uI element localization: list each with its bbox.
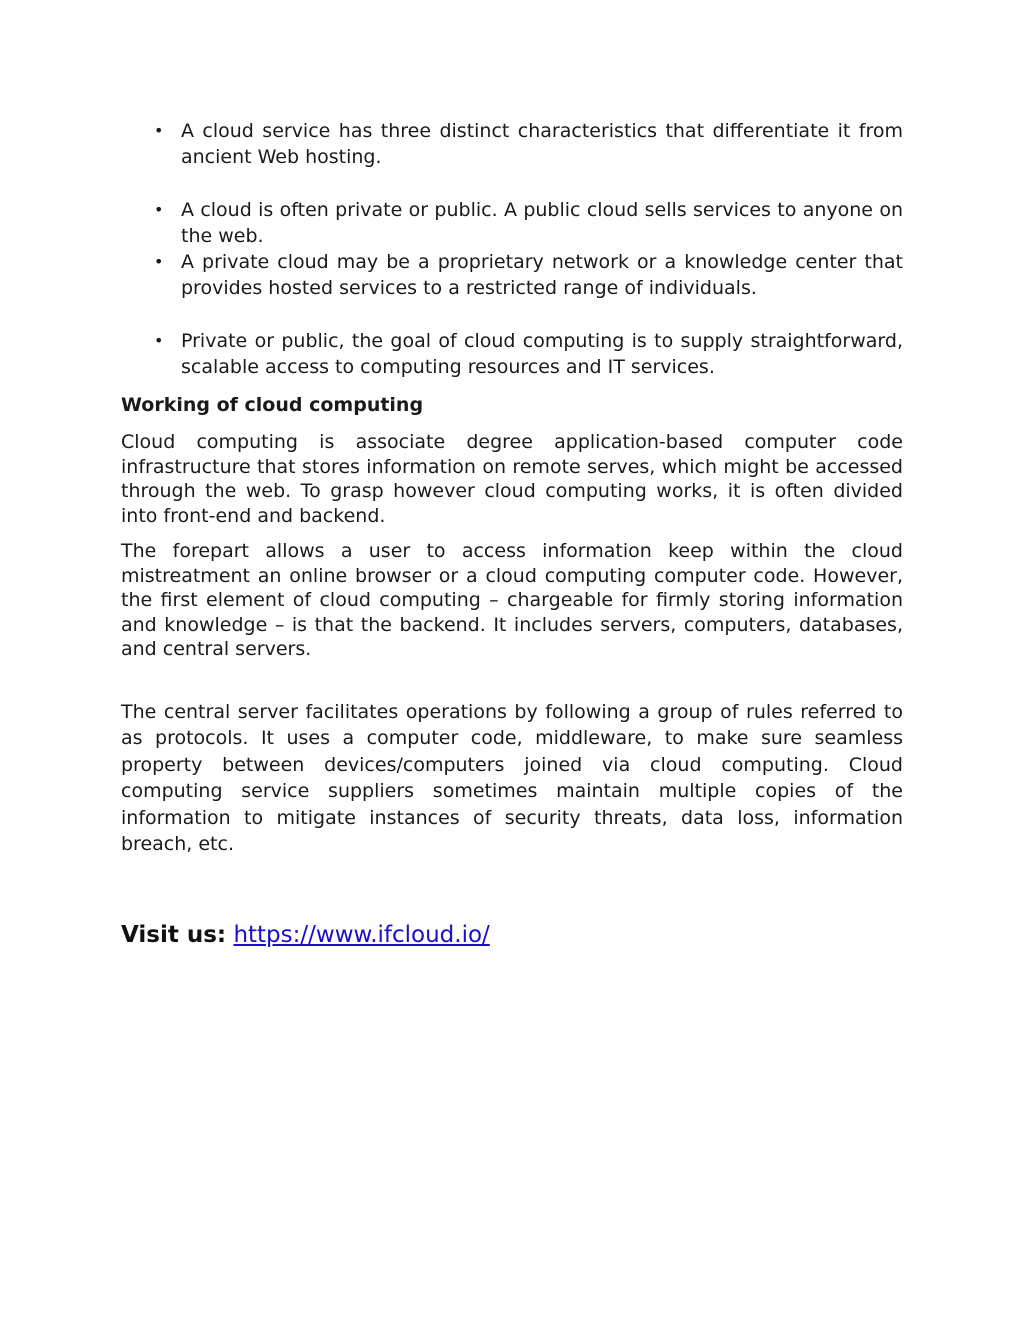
bullet-text: A cloud service has three distinct characteristics that differentiate it from ancient Web hosting.	[181, 120, 903, 168]
bullet-list	[121, 118, 903, 380]
bullet-icon: •	[154, 200, 164, 219]
visit-us-line	[121, 920, 903, 950]
paragraph: Cloud computing is associate degree application-based computer code infrastructure that stores information on remote serves, which might be accessed through the web. To grasp however cloud computing works, it is often divided into front-end and backend.	[121, 431, 903, 527]
bullet-text: Private or public, the goal of cloud computing is to supply straightforward, scalable access to computing resources and IT services.	[181, 330, 903, 378]
website-link[interactable]: https://www.ifcloud.io/	[233, 921, 490, 948]
bullet-icon: •	[154, 121, 164, 140]
list-item	[121, 328, 903, 380]
bullet-icon: •	[154, 331, 164, 350]
section-heading: Working of cloud computing	[121, 394, 424, 416]
list-item	[121, 197, 903, 249]
list-item	[121, 118, 903, 170]
paragraph: The central server facilitates operations by following a group of rules referred to as protocols. It uses a computer code, middleware, to make sure seamless property between devices/computers joined via cloud computing. Cloud computing service suppliers sometimes maintain multiple copies of the information to mitigate instances of security threats, data loss, information breach, etc.	[121, 700, 903, 855]
visit-label: Visit us:	[121, 921, 227, 948]
paragraph: The forepart allows a user to access information keep within the cloud mistreatment an online browser or a cloud computing computer code. However, the first element of cloud computing – chargeable for firmly storing information and knowledge – is that the backend. It includes servers, computers, databases, and central servers.	[121, 540, 903, 660]
bullet-text: A cloud is often private or public. A public cloud sells services to anyone on the web.	[181, 199, 903, 247]
bullet-text: A private cloud may be a proprietary network or a knowledge center that provides hosted services to a restricted range of individuals.	[181, 251, 903, 299]
bullet-icon: •	[154, 252, 164, 271]
list-item	[121, 249, 903, 301]
document-page	[121, 118, 903, 950]
